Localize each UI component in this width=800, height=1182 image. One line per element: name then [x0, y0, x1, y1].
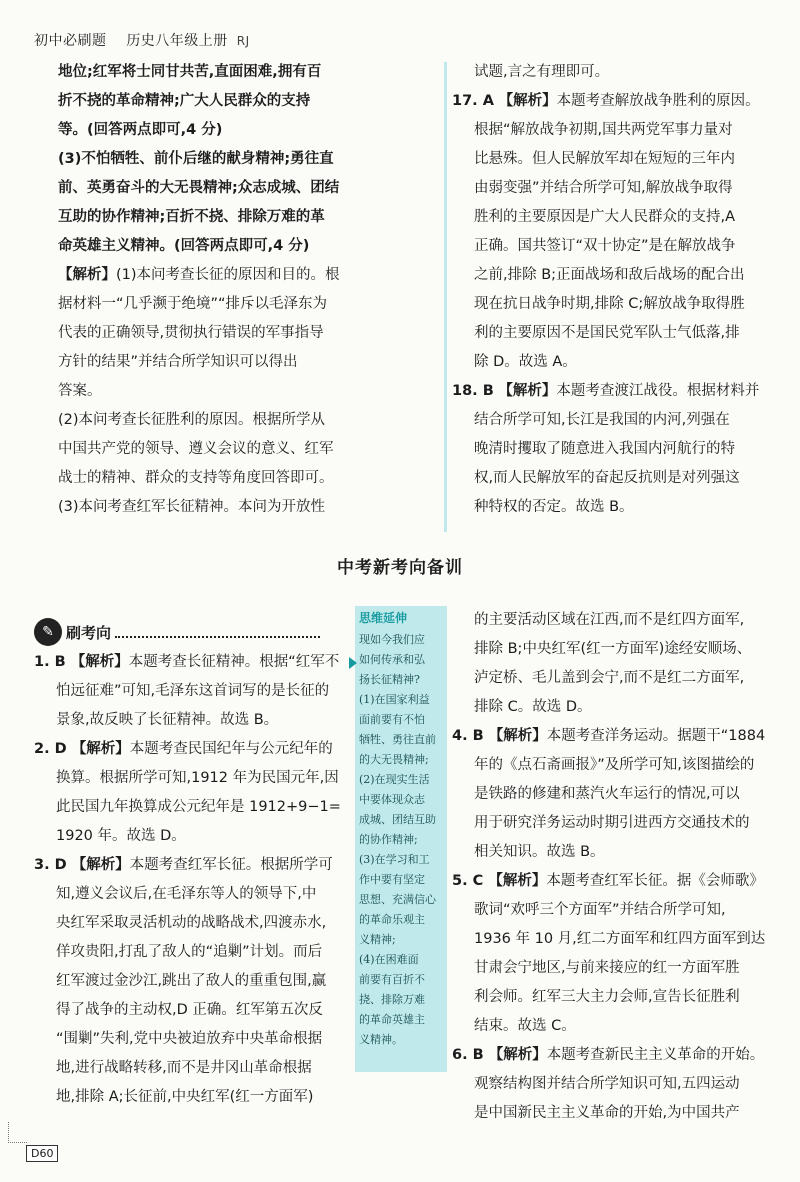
sidebar-line: 扬长征精神?	[359, 673, 420, 686]
sidebar-line: (4)在困难面	[359, 953, 419, 966]
q17-line: 根据“解放战争初期,国共两党军事力量对	[474, 122, 733, 138]
top-right-column	[452, 58, 772, 522]
answer-line: (3)不怕牺牲、前仆后继的献身精神;勇往直	[58, 151, 334, 167]
analysis-line: 怕远征难”可知,毛泽东这首词写的是长征的	[56, 683, 330, 699]
bottom-right-item	[452, 722, 774, 751]
analysis-first-text: 本题考查红军长征。据《会师歌》	[546, 873, 764, 889]
q17-line: 比悬殊。但人民解放军却在短短的三年内	[474, 151, 735, 167]
analysis-line: 景象,故反映了长征精神。故选 B。	[56, 712, 279, 728]
badge-label: 刷考向	[66, 623, 112, 642]
analysis-line: 结束。故选 C。	[474, 1018, 576, 1034]
q17-lines	[452, 116, 772, 377]
sidebar-line: 作中要有坚定	[359, 873, 425, 886]
analysis-first-text: 本题考查红军长征。根据所学可	[129, 857, 333, 873]
q17-line: 现在抗日战争时期,排除 C;解放战争取得胜	[474, 296, 745, 312]
analysis-tag: 【解析】	[66, 857, 130, 873]
analysis-line: 观察结构图并结合所学知识可知,五四运动	[474, 1076, 740, 1092]
lead-line: 排除 C。故选 D。	[474, 699, 592, 715]
analysis-first-text: 本题考查长征精神。根据“红军不	[128, 654, 340, 670]
q18-line: 权,而人民解放军的奋起反抗则是对列强这	[474, 470, 740, 486]
sidebar-line: 义精神。	[359, 1033, 403, 1046]
analysis-line: 战士的精神、群众的支持等角度回答即可。	[58, 470, 334, 486]
analysis-paragraph	[58, 261, 354, 290]
q18-tag: 【解析】	[498, 383, 557, 399]
q17-line: 正确。国共签订“双十协定”是在解放战争	[474, 238, 736, 254]
q17-line: 之前,排除 B;正面战场和敌后战场的配合出	[474, 267, 745, 283]
analysis-line: 佯攻贵阳,打乱了敌人的“追剿”计划。而后	[56, 944, 323, 960]
bottom-left-column	[34, 648, 356, 1112]
answer-line: 命英雄主义精神。(回答两点即可,4 分)	[58, 238, 310, 254]
running-header	[34, 30, 250, 50]
q18-number: 18. B	[452, 383, 494, 399]
question-number: 2. D	[34, 741, 67, 757]
answer-line: 前、英勇奋斗的大无畏精神;众志成城、团结	[58, 180, 340, 196]
analysis-line: 歌词“欢呼三个方面军”并结合所学可知,	[474, 902, 726, 918]
analysis-tag: 【解析】	[483, 1047, 547, 1063]
q18-line: 结合所学可知,长江是我国的内河,列强在	[474, 412, 730, 428]
analysis-first-text: 本题考查新民主主义革命的开始。	[546, 1047, 765, 1063]
dotted-rule	[115, 626, 320, 638]
analysis-line: 央红军采取灵活机动的战略战术,四渡赤水,	[56, 915, 327, 931]
analysis-line: 方针的结果”并结合所学知识可以得出	[58, 354, 298, 370]
q18-line: 种特权的否定。故选 B。	[474, 499, 634, 515]
question-number: 3. D	[34, 857, 67, 873]
sidebar-line: 面前要有不怕	[359, 713, 425, 726]
page-number: D60	[26, 1145, 58, 1162]
analysis-line: 相关知识。故选 B。	[474, 844, 605, 860]
q17-tag: 【解析】	[498, 93, 557, 109]
sidebar-line: 的革命英雄主	[359, 1013, 425, 1026]
analysis-tag: 【解析】	[483, 728, 547, 744]
analysis-first-text: 本题考查洋务运动。据题干“1884	[546, 728, 766, 744]
q17-line: 利的主要原因不是国民党军队士气低落,排	[474, 325, 740, 341]
analysis-tag: 【解析】	[65, 654, 129, 670]
analysis-tag: 【解析】	[66, 741, 130, 757]
exam-direction-badge	[34, 618, 320, 646]
sidebar-line: 的大无畏精神;	[359, 753, 429, 766]
q17-line: 胜利的主要原因是广大人民群众的支持,A	[474, 209, 736, 225]
analysis-line: 用于研究洋务运动时期引进西方交通技术的	[474, 815, 750, 831]
analysis-lines	[58, 290, 354, 522]
edition-label: RJ	[236, 34, 250, 48]
analysis-line: 红军渡过金沙江,跳出了敌人的重重包围,赢	[56, 973, 327, 989]
bottom-right-column	[452, 606, 774, 1128]
sidebar-line: 的革命乐观主	[359, 913, 425, 926]
sidebar-title: 思维延伸	[359, 611, 408, 625]
lead-line: 排除 B;中央红军(红一方面军)途经安顺场、	[474, 641, 752, 657]
bottom-right-item	[452, 867, 774, 896]
analysis-tag: 【解析】	[483, 873, 547, 889]
top-left-column	[58, 58, 354, 522]
q18-lines	[452, 406, 772, 522]
analysis-line: 是中国新民主主义革命的开始,为中国共产	[474, 1105, 740, 1121]
subject-title: 历史八年级上册	[126, 33, 228, 49]
analysis-line: 是铁路的修建和蒸汽火车运行的情况,可以	[474, 786, 740, 802]
corner-mark	[8, 1122, 27, 1143]
sidebar-line: 的协作精神;	[359, 833, 418, 846]
question-number: 4. B	[452, 728, 484, 744]
lead-line: 泸定桥、毛儿盖到会宁,而不是红二方面军,	[474, 670, 745, 686]
bottom-right-item	[452, 1041, 774, 1070]
answer-line: 互助的协作精神;百折不挠、排除万难的革	[58, 209, 325, 225]
brush-icon: ✎	[34, 618, 62, 646]
bottom-left-item	[34, 851, 356, 880]
analysis-line: 代表的正确领导,贯彻执行错误的军事指导	[58, 325, 324, 341]
analysis-line: 1936 年 10 月,红二方面军和红四方面军到达	[474, 931, 766, 947]
sidebar-pointer-icon	[349, 657, 357, 669]
analysis-line: 地,进行战略转移,而不是井冈山革命根据	[56, 1060, 312, 1076]
bottom-left-item	[34, 735, 356, 764]
sidebar-line: (3)在学习和工	[359, 853, 430, 866]
answer-line: 折不挠的革命精神;广大人民群众的支持	[58, 93, 311, 109]
analysis-line: 年的《点石斋画报》”及所学可知,该图描绘的	[474, 757, 755, 773]
sidebar-line: 前要有百折不	[359, 973, 425, 986]
answer-highlight-band-top	[444, 62, 447, 532]
analysis-line: 换算。根据所学可知,1912 年为民国元年,因	[56, 770, 339, 786]
analysis-line: 此民国九年换算成公元纪年是 1912+9−1=	[56, 799, 341, 815]
analysis-tag: 【解析】	[58, 267, 116, 283]
sidebar-line: 挠、排除万难	[359, 993, 425, 1006]
series-title: 初中必刷题	[34, 33, 107, 49]
thinking-extension-sidebar	[359, 608, 447, 1070]
analysis-first-text: (1)本问考查长征的原因和目的。根	[116, 267, 340, 283]
lead-line: 的主要活动区域在江西,而不是红四方面军,	[474, 612, 745, 628]
analysis-line: 中国共产党的领导、遵义会议的意义、红军	[58, 441, 334, 457]
analysis-line: 1920 年。故选 D。	[56, 828, 186, 844]
sidebar-line: 如何传承和弘	[359, 653, 425, 666]
sidebar-line: 牺牲、勇往直前	[359, 733, 436, 746]
analysis-line: 据材料一“几乎濒于绝境”“排斥以毛泽东为	[58, 296, 328, 312]
analysis-line: (2)本问考查长征胜利的原因。根据所学从	[58, 412, 326, 428]
analysis-line: (3)本问考查红军长征精神。本问为开放性	[58, 499, 326, 515]
sidebar-line: 现如今我们应	[359, 633, 425, 646]
analysis-line: 利会师。红军三大主力会师,宣告长征胜利	[474, 989, 740, 1005]
sidebar-line: 成城、团结互助	[359, 813, 436, 826]
q17-number: 17. A	[452, 93, 494, 109]
analysis-line: 得了战争的主动权,D 正确。红军第五次反	[56, 1002, 323, 1018]
analysis-first-text: 本题考查民国纪年与公元纪年的	[129, 741, 333, 757]
q17-line: 由弱变强”并结合所学可知,解放战争取得	[474, 180, 733, 196]
page-number-box	[26, 1142, 58, 1161]
question-number: 5. C	[452, 873, 484, 889]
sidebar-line: 思想、充满信心	[359, 893, 436, 906]
sidebar-line: 义精神;	[359, 933, 396, 946]
answer-line: 等。(回答两点即可,4 分)	[58, 122, 223, 138]
q17-first	[452, 87, 772, 116]
sidebar-line: (2)在现实生活	[359, 773, 430, 786]
analysis-line: 答案。	[58, 383, 102, 399]
q18-line: 晚清时攫取了随意进入我国内河航行的特	[474, 441, 735, 457]
q17-first-text: 本题考查解放战争胜利的原因。	[556, 93, 760, 109]
analysis-line: 知,遵义会议后,在毛泽东等人的领导下,中	[56, 886, 317, 902]
question-number: 1. B	[34, 654, 66, 670]
sidebar-line: 中要体现众志	[359, 793, 425, 806]
q17-line: 除 D。故选 A。	[474, 354, 577, 370]
section-title: 中考新考向备训	[337, 558, 463, 578]
analysis-line: 甘肃会宁地区,与前来接应的红一方面军胜	[474, 960, 740, 976]
answer-key-bold	[58, 58, 354, 261]
sidebar-line: (1)在国家利益	[359, 693, 430, 706]
analysis-line: 地,排除 A;长征前,中央红军(红一方面军)	[56, 1089, 314, 1105]
question-number: 6. B	[452, 1047, 484, 1063]
answer-line: 地位;红军将士同甘共苦,直面困难,拥有百	[58, 64, 322, 80]
q18-first-text: 本题考查渡江战役。根据材料并	[556, 383, 760, 399]
analysis-line: “围剿”失利,党中央被迫放弃中央革命根据	[56, 1031, 323, 1047]
q18-first	[452, 377, 772, 406]
lead-line: 试题,言之有理即可。	[474, 64, 610, 80]
bottom-left-item	[34, 648, 356, 677]
